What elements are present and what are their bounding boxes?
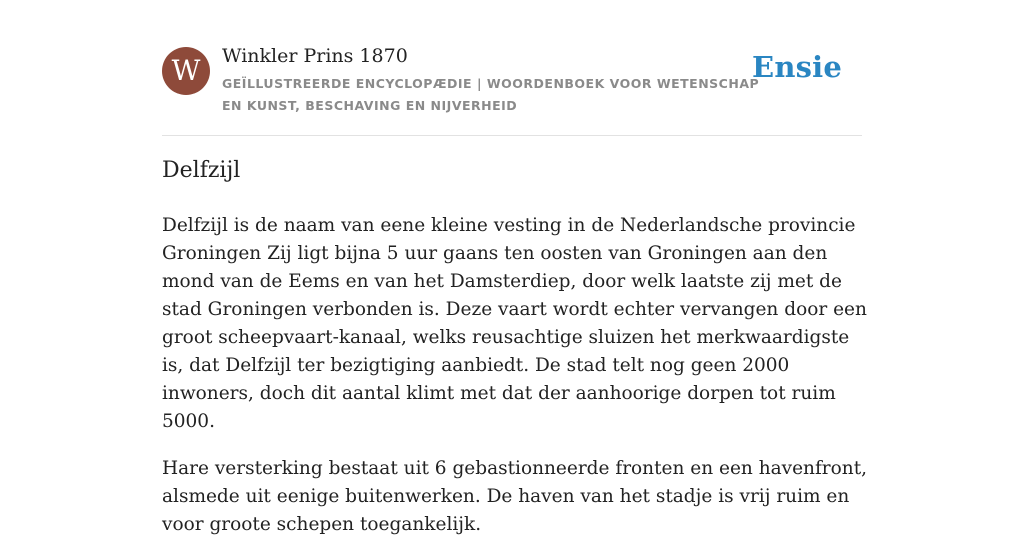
source-avatar[interactable]: W bbox=[162, 47, 210, 95]
article-paragraph: Hare versterking bestaat uit 6 gebastionneerde fronten en een havenfront, alsmede uit eenige buitenwerken. De haven van het stadje is vrij ruim en voor groote schepen toegankelijk. bbox=[162, 458, 868, 535]
article-title: Delfzijl bbox=[162, 158, 241, 183]
source-subtitle: GEÏLLUSTREERDE ENCYCLOPÆDIE | WOORDENBOEK VOOR WETENSCHAP EN KUNST, BESCHAVING EN NIJVERHEID bbox=[222, 76, 760, 113]
source-header bbox=[162, 44, 862, 136]
article-paragraph: Delfzijl is de naam van eene kleine vesting in de Nederlandsche provincie Groningen Zij ligt bijna 5 uur gaans ten oosten van Groningen aan den mond van de Eems en van het Damsterdiep, door welk laatste zij met de stad Groningen verbonden is. Deze vaart wordt echter vervangen door een groot scheepvaart-kanaal, welks reusachtige sluizen het merkwaardigste is, dat Delfzijl ter bezigtiging aanbiedt. De stad telt nog geen 2000 inwoners, doch dit aantal klimt met dat der aanhoorige dorpen tot ruim 5000. bbox=[162, 215, 867, 432]
article-body bbox=[162, 212, 867, 558]
brand-logo[interactable]: Ensie bbox=[752, 50, 842, 84]
source-title[interactable]: Winkler Prins 1870 bbox=[222, 45, 408, 67]
header-divider bbox=[162, 135, 862, 136]
